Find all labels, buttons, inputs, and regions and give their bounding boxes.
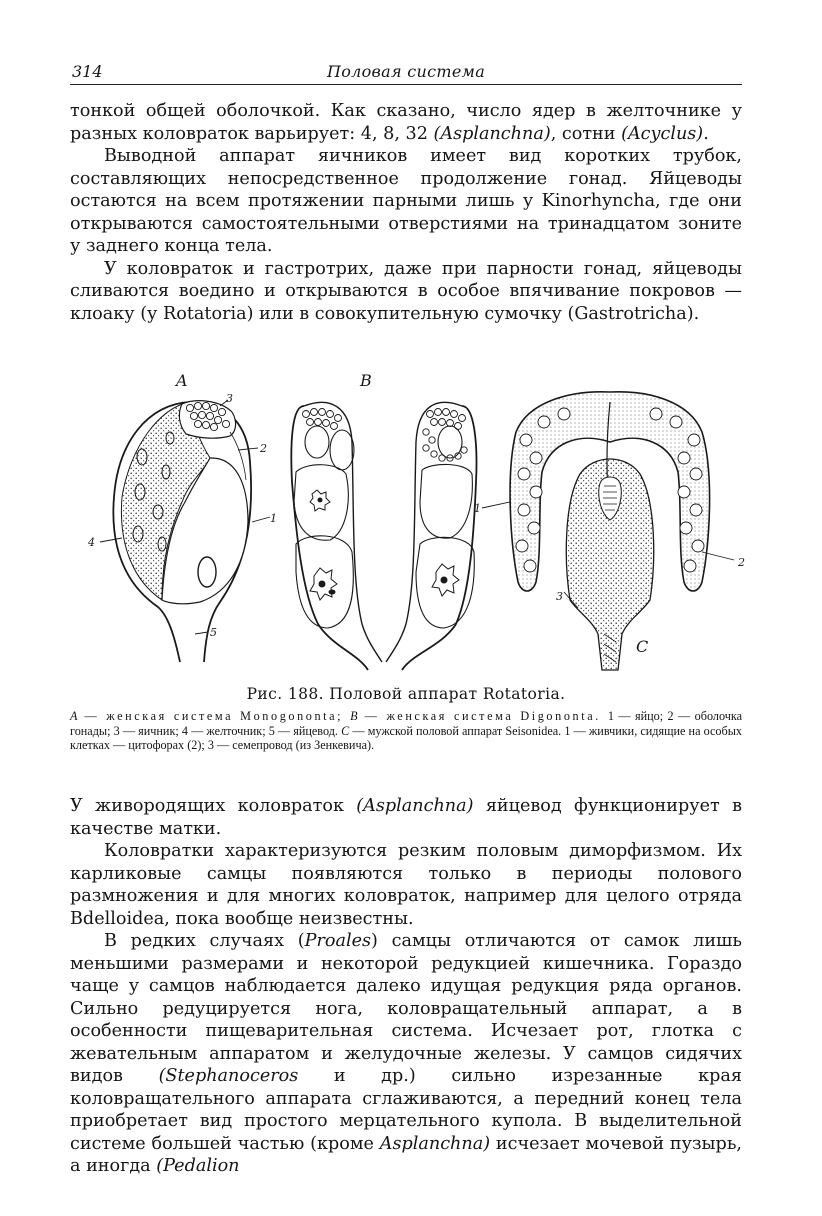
running-title: Половая система bbox=[326, 62, 486, 81]
figure-c-number-2: 2 bbox=[738, 556, 745, 569]
figure-c-number-1: 1 bbox=[474, 502, 481, 515]
paragraph: У коловраток и гастротрих, даже при парности гонад, яйцеводы сливаются воедино и открываются в особое впячивание покровов — клоаку (у Rotatoria) или в совокупительную сумочку (Gastrotricha). bbox=[70, 258, 742, 324]
figure-number-5: 5 bbox=[210, 626, 217, 639]
paragraph: Выводной аппарат яичников имеет вид коротких трубок, составляющих непосредственное продолжение гонад. Яйцеводы остаются на всем протяжении парными лишь у Kinorhyncha, где они открываются самостоятельными отверстиями на тринадцатом зоните у заднего конца тела. bbox=[70, 146, 742, 256]
page-header bbox=[70, 62, 742, 86]
header-rule bbox=[70, 84, 742, 85]
panel-a-drawing bbox=[100, 400, 270, 662]
paragraph: В редких случаях (Proales) самцы отличаются от самок лишь меньшими размерами и некоторой редукцией кишечника. Гораздо чаще у самцов наблюдается далеко идущая редукция ряда органов. Сильно редуцируется нога, коловращательный аппарат, а в особенности пищеварительная система. Исчезает рот, глотка с жевательным аппаратом и желудочные железы. У самцов сидячих видов (Stephanoceros и др.) сильно изрезанные края коловращательного аппарата сглаживаются, а передний конец тела приобретает вид простого мерцательного купола. В выделительной системе большей частью (кроме Asplanchna) исчезает мочевой пузырь, а иногда (Pedalion bbox=[70, 931, 742, 1176]
panel-b-drawing bbox=[291, 402, 476, 670]
figure-illustration bbox=[70, 362, 752, 674]
figure-label-c: C bbox=[636, 637, 649, 656]
figure-label-b: B bbox=[360, 371, 372, 390]
paragraph: Коловратки характеризуются резким половым диморфизмом. Их карликовые самцы появляются только в периоды полового размножения и для многих коловраток, например для целого отряда Bdelloidea, пока вообще неизвестны. bbox=[70, 841, 742, 929]
figure-number-2: 2 bbox=[260, 442, 267, 455]
panel-c-drawing bbox=[482, 392, 734, 670]
figure-label-a: A bbox=[176, 371, 188, 390]
figure-caption-title: Рис. 188. Половой аппарат Rotatoria. bbox=[246, 685, 566, 703]
page-number: 314 bbox=[72, 62, 103, 81]
figure-legend: А — женская система Monogononta; В — женская система Digononta. 1 — яйцо; 2 — оболочка гонады; 3 — яичник; 4 — желточник; 5 — яйцевод. С — мужской половой аппарат Seisonidea. 1 — живчики, сидящие на особых клетках — цитофорах (2); 3 — семепровод (из Зенкевича). bbox=[70, 709, 743, 752]
figure-number-4: 4 bbox=[88, 536, 95, 549]
figure-188 bbox=[70, 362, 752, 674]
body-text-top bbox=[70, 100, 742, 325]
paragraph: тонкой общей оболочкой. Как сказано, число ядер в желточнике у разных коловраток варьирует: 4, 8, 32 (Asplanchna), сотни (Acyclus). bbox=[70, 101, 742, 144]
figure-number-3: 3 bbox=[226, 392, 233, 405]
paragraph: У живородящих коловраток (Asplanchna) яйцевод функционирует в качестве матки. bbox=[70, 796, 742, 839]
body-text-bottom bbox=[70, 795, 742, 1178]
figure-number-1: 1 bbox=[270, 512, 277, 525]
figure-c-number-3: 3 bbox=[556, 590, 563, 603]
